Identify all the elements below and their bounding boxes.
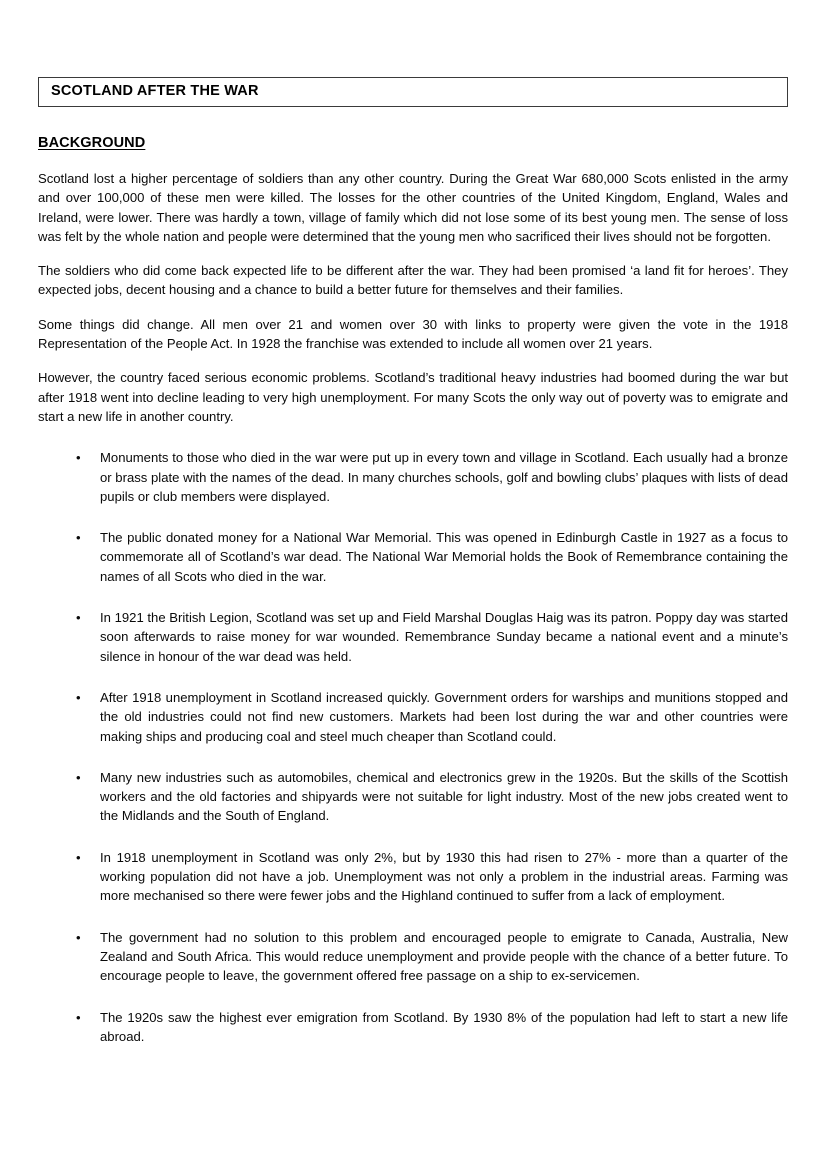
section-heading-background: BACKGROUND: [38, 135, 146, 151]
list-item: [38, 768, 788, 826]
paragraph: Scotland lost a higher percentage of soldiers than any other country. During the Great War 680,000 Scots enlisted in the army and over 100,000 of these men were killed. The losses for the other countries of the United Kingdom, England, Wales and Ireland, were lower. There was hardly a town, village of family which did not lose some of its best young men. The sense of loss was felt by the whole nation and people were determined that the young men who sacrificed their lives should not be forgotten.: [38, 171, 788, 244]
bullet-marker-icon: •: [76, 929, 81, 945]
paragraph: However, the country faced serious economic problems. Scotland’s traditional heavy industries had boomed during the war but after 1918 went into decline leading to very high unemployment. For many Scots the only way out of poverty was to emigrate and start a new life in another country.: [38, 370, 788, 424]
list-item-text: The government had no solution to this problem and encouraged people to emigrate to Canada, Australia, New Zealand and South Africa. This would reduce unemployment and provide people with the chance of a better future. To encourage people to leave, the government offered free passage on a ship to ex-servicemen.: [100, 929, 788, 984]
title-banner-box: [38, 77, 788, 107]
list-item-text: After 1918 unemployment in Scotland increased quickly. Government orders for warships and munitions stopped and the old industries could not find new customers. Markets had been lost during the war and other countries were making ships and producing coal and steel much cheaper than Scotland could.: [100, 689, 788, 744]
bullet-marker-icon: •: [76, 610, 81, 626]
paragraph: The soldiers who did come back expected life to be different after the war. They had been promised ‘a land fit for heroes’. They expected jobs, decent housing and a chance to build a better future for themselves and their families.: [38, 263, 788, 298]
list-item: [38, 848, 788, 906]
page-title: SCOTLAND AFTER THE WAR: [51, 83, 259, 99]
list-item-text: Monuments to those who died in the war were put up in every town and village in Scotland. Each usually had a bronze or brass plate with the names of the dead. In many churches schools, golf and bowling clubs’ plaques with lists of dead pupils or club members were displayed.: [100, 450, 788, 504]
bullet-marker-icon: •: [76, 769, 81, 785]
bullet-marker-icon: •: [76, 450, 81, 466]
list-item-text: In 1921 the British Legion, Scotland was set up and Field Marshal Douglas Haig was its patron. Poppy day was started soon afterwards to raise money for war wounded. Remembrance Sunday became a national event and a minute’s silence in honour of the war dead was held.: [100, 610, 788, 664]
bullet-marker-icon: •: [76, 849, 81, 865]
bullet-marker-icon: •: [76, 689, 81, 705]
page-content: [38, 0, 788, 1046]
list-item-text: The public donated money for a National War Memorial. This was opened in Edinburgh Castle in 1927 as a focus to commemorate all of Scotland’s war dead. The National War Memorial holds the Book of Remembrance containing the names of all Scots who died in the war.: [100, 530, 788, 584]
key-points-list: [38, 448, 788, 1046]
list-item: [38, 1008, 788, 1047]
list-item: [38, 528, 788, 586]
list-item-text: In 1918 unemployment in Scotland was only 2%, but by 1930 this had risen to 27% - more than a quarter of the working population did not have a job. Unemployment was not only a problem in the industrial areas. Farming was more mechanised so there were fewer jobs and the Highland continued to suffer from a lack of employment.: [100, 849, 788, 904]
list-item: [38, 928, 788, 986]
list-item-text: Many new industries such as automobiles, chemical and electronics grew in the 1920s. But the skills of the Scottish workers and the old factories and shipyards were not suitable for light industry. Most of the new jobs created went to the Midlands and the South of England.: [100, 769, 788, 824]
paragraph: Some things did change. All men over 21 and women over 30 with links to property were given the vote in the 1918 Representation of the People Act. In 1928 the franchise was extended to include all women over 21 years.: [38, 316, 788, 352]
list-item: [38, 448, 788, 506]
list-item: [38, 688, 788, 746]
list-item-text: The 1920s saw the highest ever emigration from Scotland. By 1930 8% of the population had left to start a new life abroad.: [100, 1009, 788, 1044]
body-paragraphs: [38, 169, 788, 426]
bullet-marker-icon: •: [76, 1009, 81, 1025]
bullet-marker-icon: •: [76, 530, 81, 546]
list-item: [38, 608, 788, 666]
